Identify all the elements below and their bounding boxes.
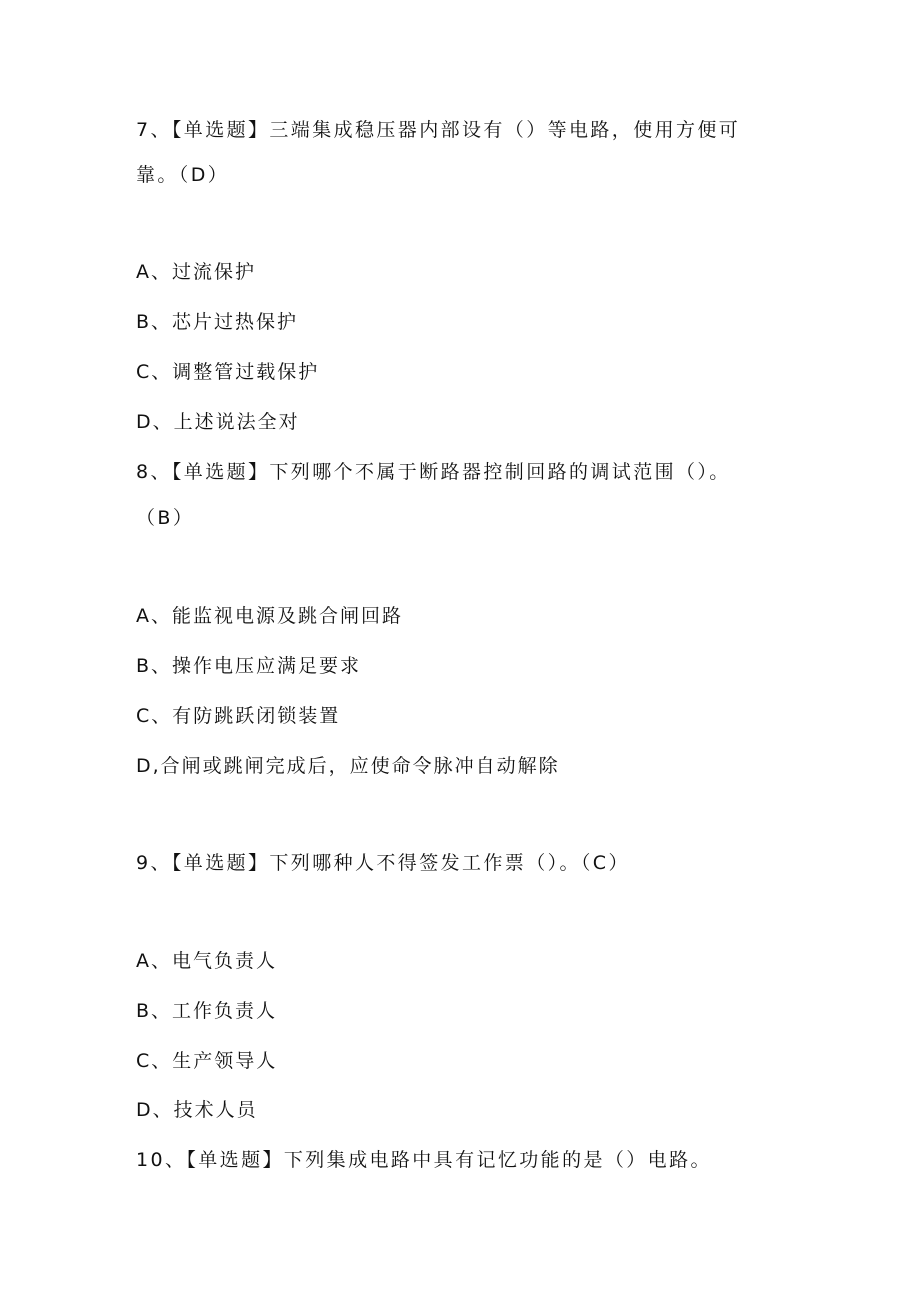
question-9-option-c: C、生产领导人 (136, 1050, 278, 1072)
question-9-option-a: A、电气负责人 (136, 950, 277, 972)
question-9-stem: 9、【单选题】下列哪种人不得签发工作票（）。（C） (136, 852, 630, 874)
question-8-answer: （B） (136, 507, 195, 529)
question-7-stem: 7、【单选题】三端集成稳压器内部设有（）等电路，使用方便可 (136, 119, 741, 141)
question-7-option-a: A、过流保护 (136, 261, 256, 283)
question-8-option-b: B、操作电压应满足要求 (136, 655, 362, 677)
question-7-option-c: C、调整管过载保护 (136, 361, 320, 383)
question-9-option-d: D、技术人员 (136, 1099, 258, 1121)
question-10-stem: 10、【单选题】下列集成电路中具有记忆功能的是（）电路。 (136, 1149, 712, 1171)
question-7-option-b: B、芯片过热保护 (136, 311, 299, 333)
question-8-option-d: D,合闸或跳闸完成后，应使命令脉冲自动解除 (136, 755, 560, 777)
question-8-stem: 8、【单选题】下列哪个不属于断路器控制回路的调试范围（）。 (136, 461, 731, 483)
question-8-option-a: A、能监视电源及跳合闸回路 (136, 605, 403, 627)
question-9-option-b: B、工作负责人 (136, 1000, 278, 1022)
question-7-option-d: D、上述说法全对 (136, 411, 300, 433)
question-7-answer: 靠。（D） (136, 164, 230, 186)
question-8-option-c: C、有防跳跃闭锁装置 (136, 705, 341, 727)
